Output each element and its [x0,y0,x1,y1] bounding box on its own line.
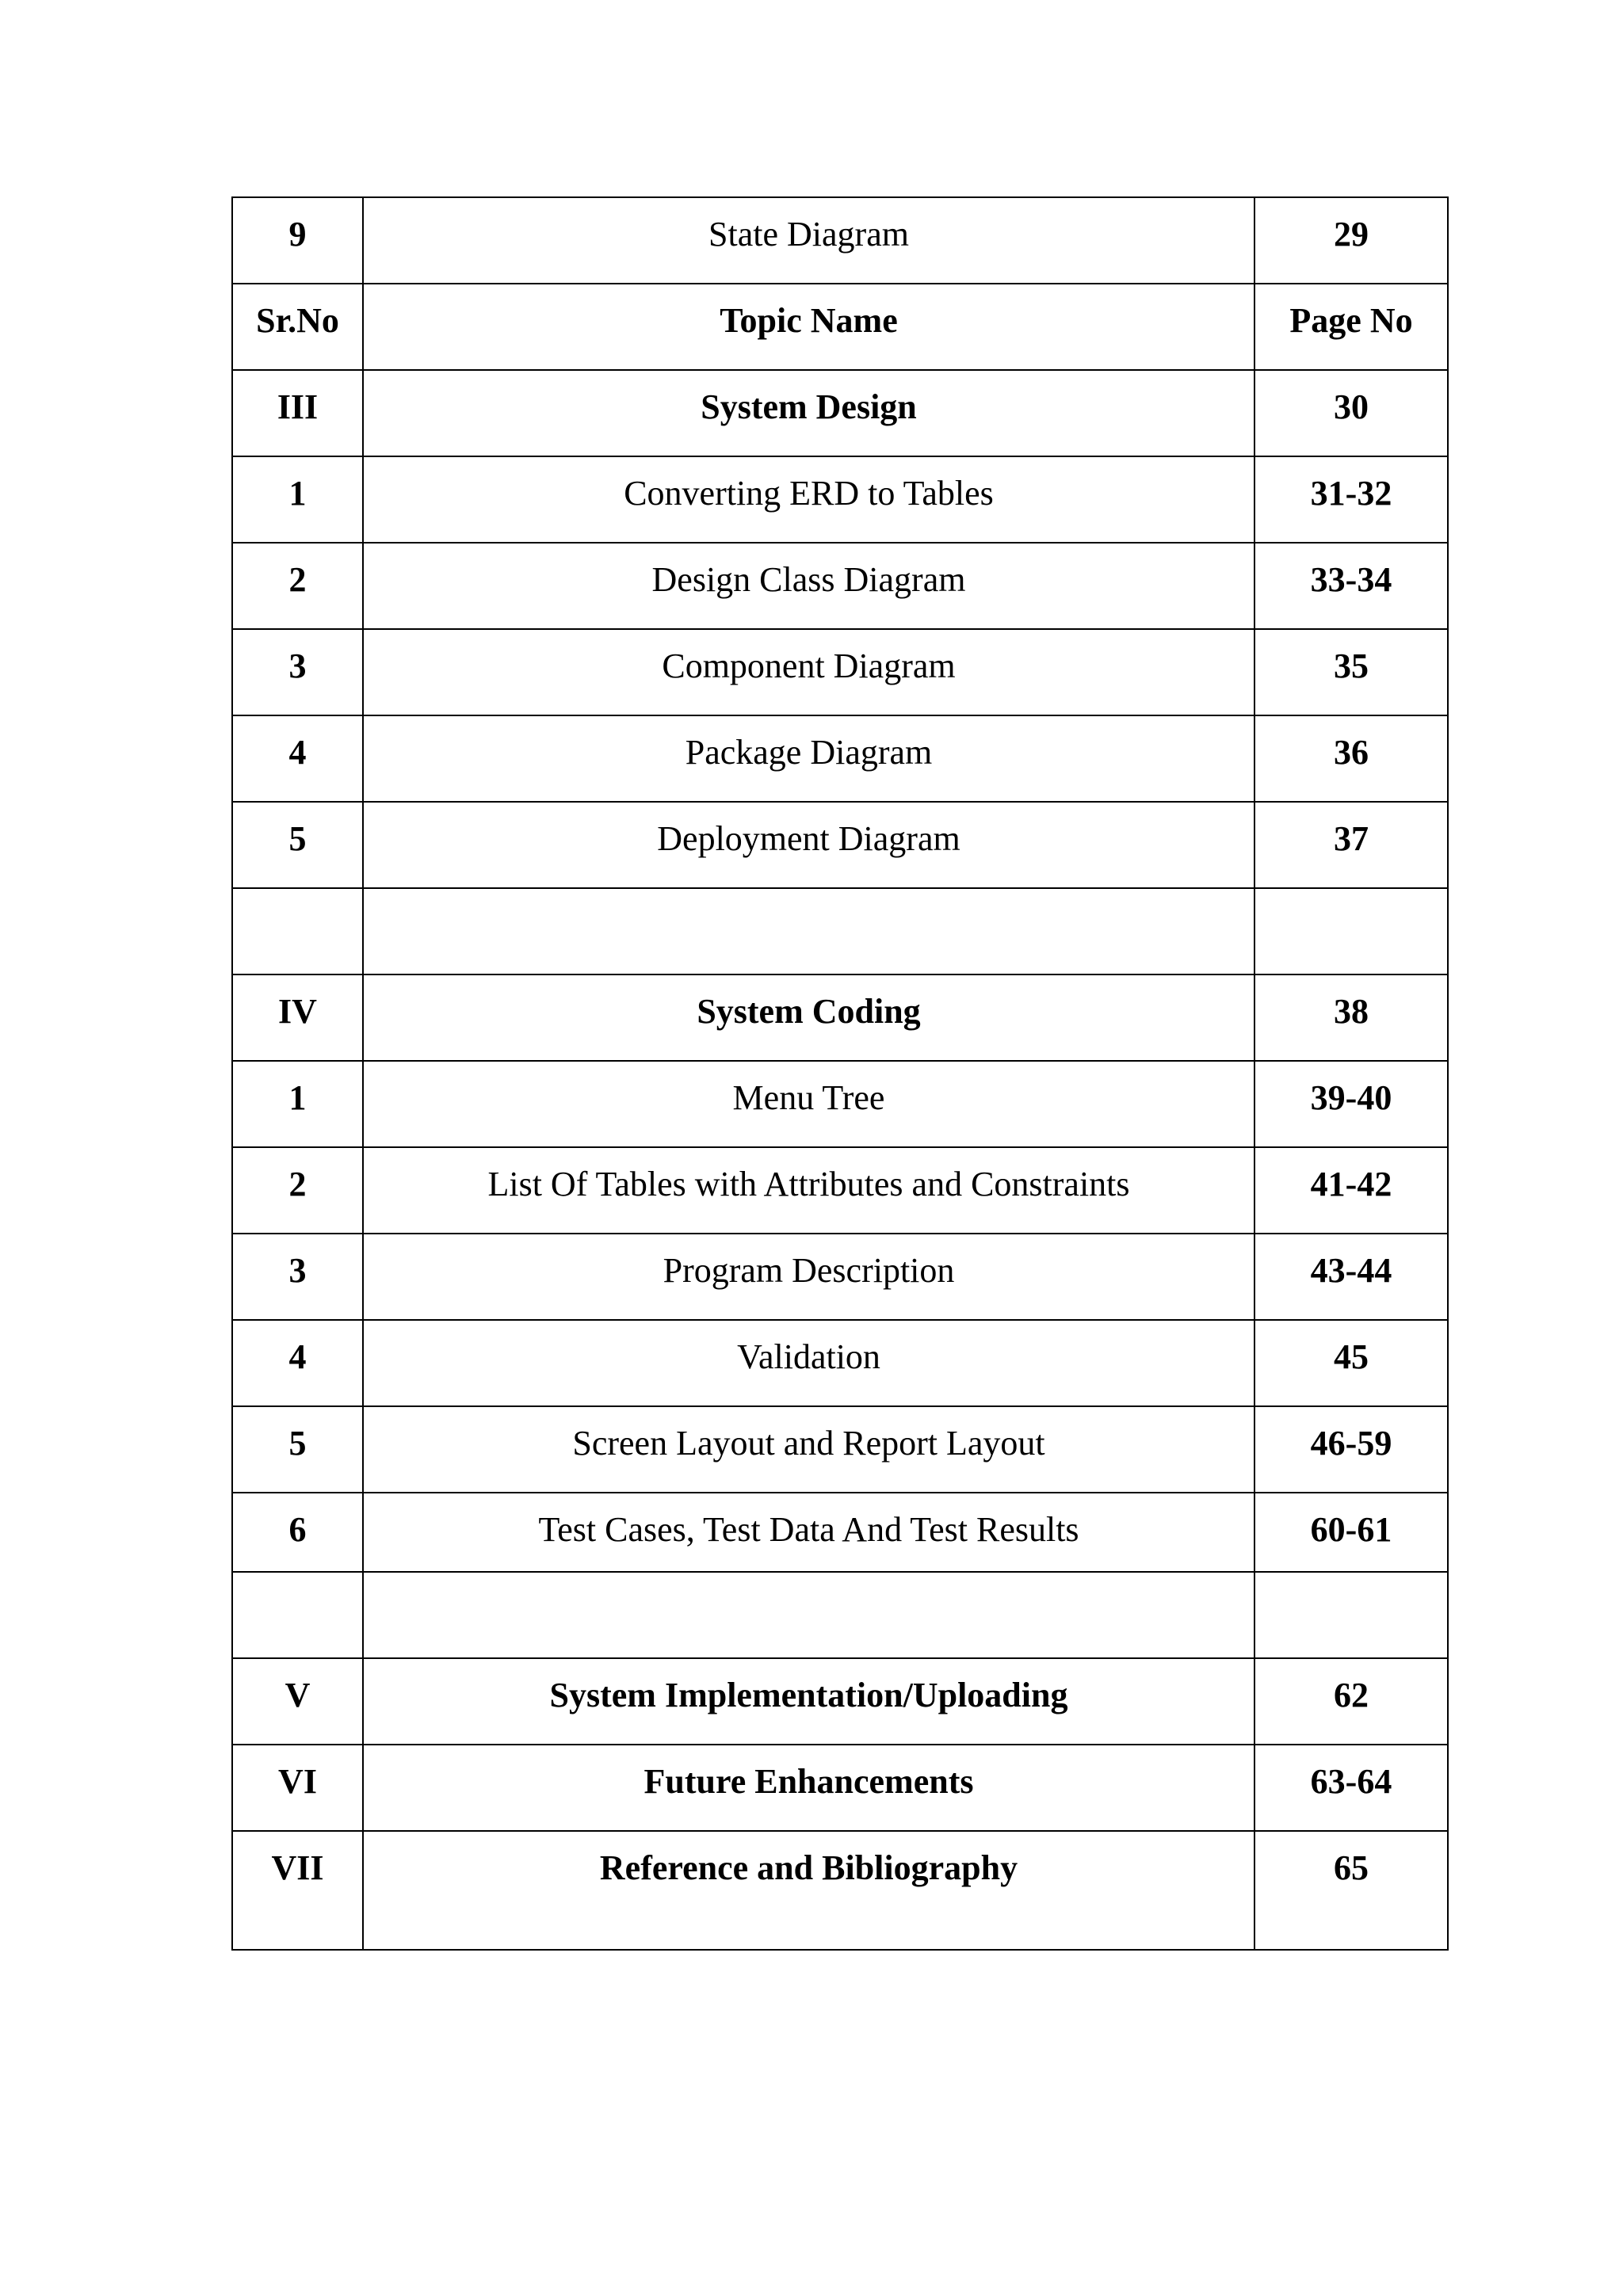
section-title-cell: Reference and Bibliography [363,1831,1254,1950]
page-no-cell: 41-42 [1254,1147,1448,1234]
topic-cell: Deployment Diagram [363,802,1254,888]
table-row [232,1493,1448,1572]
page-no-cell: 31-32 [1254,456,1448,543]
table-row [232,715,1448,802]
section-row [232,1658,1448,1745]
page-no-cell: 45 [1254,1320,1448,1406]
sr-no-cell [232,1572,363,1658]
section-row [232,1831,1448,1950]
page-no-cell: 36 [1254,715,1448,802]
topic-cell: Screen Layout and Report Layout [363,1406,1254,1493]
sr-no-cell: III [232,370,363,456]
sr-no-cell: VII [232,1831,363,1950]
topic-cell [363,888,1254,974]
section-title-cell: Future Enhancements [363,1745,1254,1831]
page-no-cell: 43-44 [1254,1234,1448,1320]
page-no-cell: 35 [1254,629,1448,715]
topic-name-header: Topic Name [363,284,1254,370]
sr-no-cell: 6 [232,1493,363,1572]
topic-cell: Menu Tree [363,1061,1254,1147]
sr-no-cell: 3 [232,1234,363,1320]
sr-no-cell: VI [232,1745,363,1831]
topic-cell: Package Diagram [363,715,1254,802]
section-title-cell: System Design [363,370,1254,456]
topic-cell [363,1572,1254,1658]
table-row [232,802,1448,888]
page-no-cell: 60-61 [1254,1493,1448,1572]
topic-cell: Program Description [363,1234,1254,1320]
table-header-row [232,284,1448,370]
page-no-cell [1254,888,1448,974]
sr-no-cell: 4 [232,715,363,802]
table-row [232,1320,1448,1406]
sr-no-cell: 3 [232,629,363,715]
sr-no-cell: V [232,1658,363,1745]
sr-no-cell: IV [232,974,363,1061]
page-no-cell: 62 [1254,1658,1448,1745]
empty-row [232,1572,1448,1658]
sr-no-cell: 5 [232,1406,363,1493]
sr-no-header: Sr.No [232,284,363,370]
empty-row [232,888,1448,974]
sr-no-cell: 9 [232,197,363,284]
page-no-cell: 29 [1254,197,1448,284]
section-row [232,370,1448,456]
table-row [232,1061,1448,1147]
topic-cell: Validation [363,1320,1254,1406]
sr-no-cell: 2 [232,1147,363,1234]
table-row [232,543,1448,629]
sr-no-cell: 1 [232,1061,363,1147]
topic-cell: Test Cases, Test Data And Test Results [363,1493,1254,1572]
sr-no-cell: 4 [232,1320,363,1406]
sr-no-cell: 5 [232,802,363,888]
topic-cell: State Diagram [363,197,1254,284]
page-no-cell: 37 [1254,802,1448,888]
page-no-cell: 39-40 [1254,1061,1448,1147]
page-no-cell: 65 [1254,1831,1448,1950]
page-no-cell: 38 [1254,974,1448,1061]
page-no-cell: 30 [1254,370,1448,456]
page-no-cell [1254,1572,1448,1658]
section-row [232,974,1448,1061]
sr-no-cell [232,888,363,974]
topic-cell: Component Diagram [363,629,1254,715]
section-title-cell: System Coding [363,974,1254,1061]
page-no-header: Page No [1254,284,1448,370]
table-row [232,1406,1448,1493]
table-row [232,197,1448,284]
topic-cell: List Of Tables with Attributes and Constraints [363,1147,1254,1234]
table-row [232,1234,1448,1320]
section-row [232,1745,1448,1831]
sr-no-cell: 1 [232,456,363,543]
topic-cell: Design Class Diagram [363,543,1254,629]
page-no-cell: 33-34 [1254,543,1448,629]
sr-no-cell: 2 [232,543,363,629]
page-no-cell: 63-64 [1254,1745,1448,1831]
table-of-contents [231,196,1449,1951]
table-row [232,629,1448,715]
table-row [232,456,1448,543]
table-row [232,1147,1448,1234]
topic-cell: Converting ERD to Tables [363,456,1254,543]
section-title-cell: System Implementation/Uploading [363,1658,1254,1745]
page-no-cell: 46-59 [1254,1406,1448,1493]
